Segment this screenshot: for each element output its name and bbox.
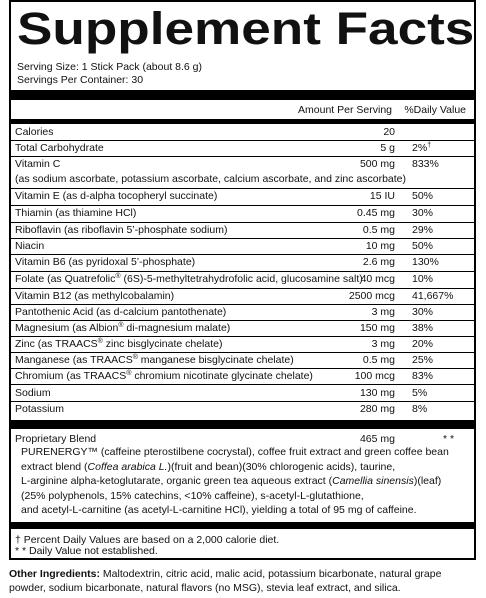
- nutrient-name: Total Carbohydrate: [15, 142, 104, 154]
- nutrient-amount: 10 mg: [365, 240, 395, 252]
- supplement-facts-panel: [9, 0, 476, 560]
- blend-line-2a: extract blend (: [21, 460, 88, 473]
- blend-line-3a: L-arginine alpha-ketoglutarate, organic green tea aqueous extract (: [21, 475, 333, 488]
- nutrient-amount: 3 mg: [371, 338, 395, 350]
- thick-divider-top: [11, 90, 474, 100]
- blend-line-5: and acetyl-L-carnitine (as acetyl-L-carnitine HCl), yielding a total of 95 mg of caffeine.: [21, 504, 417, 517]
- nutrient-daily-value: 2%†: [412, 142, 432, 154]
- nutrient-amount: 150 mg: [359, 322, 395, 334]
- blend-line-3b: )(leaf): [413, 475, 442, 488]
- blend-line-4: (25% polyphenols, 15% catechins, <10% caffeine), s-acetyl-L-glutathione,: [21, 489, 364, 502]
- footnote-dv: † Percent Daily Values are based on a 2,000 calorie diet.: [15, 534, 280, 546]
- nutrient-daily-value: 41,667%: [412, 290, 454, 302]
- nutrient-daily-value: 8%: [412, 403, 428, 415]
- nutrient-amount: 280 mg: [359, 403, 395, 415]
- nutrient-amount: 2500 mcg: [348, 290, 395, 302]
- nutrient-name: Vitamin B12 (as methylcobalamin): [15, 290, 175, 302]
- nutrient-name: Calories: [15, 126, 54, 138]
- nutrient-daily-value: 10%: [412, 273, 434, 285]
- blend-line-3-italic: Camellia sinensis: [332, 475, 414, 488]
- thick-divider-footer: [11, 522, 474, 529]
- row-divider: [11, 205, 474, 206]
- nutrient-daily-value: 29%: [412, 224, 434, 236]
- blend-description: [21, 445, 471, 518]
- row-divider: [11, 222, 474, 223]
- nutrient-name: Pantothenic Acid (as d-calcium pantothenate): [15, 306, 227, 318]
- row-divider: [11, 304, 474, 305]
- row-divider: [11, 254, 474, 255]
- thick-divider-blend: [11, 420, 474, 429]
- other-ingredients-text: Maltodextrin, citric acid, malic acid, potassium bicarbonate, natural grape powder, sodium bicarbonate, natural flavors (no MSG), stevia leaf extract, and silica.: [9, 568, 442, 594]
- nutrient-name: Potassium: [15, 403, 65, 415]
- nutrient-amount: 0.5 mg: [362, 224, 395, 236]
- nutrient-amount: 500 mg: [359, 158, 395, 170]
- nutrient-amount: 15 IU: [369, 190, 395, 202]
- nutrient-daily-value: 25%: [412, 354, 434, 366]
- nutrient-daily-value: 83%: [412, 370, 434, 382]
- nutrient-daily-value: 833%: [412, 158, 439, 170]
- nutrient-name: Vitamin C: [15, 158, 61, 170]
- nutrient-name: Sodium: [15, 387, 51, 399]
- row-divider: [11, 188, 474, 189]
- serving-size: Serving Size: 1 Stick Pack (about 8.6 g): [17, 61, 203, 73]
- row-divider: [11, 288, 474, 289]
- nutrient-name: Magnesium (as Albion® di-magnesium malate): [15, 322, 231, 334]
- nutrient-name: Chromium (as TRAACS® chromium nicotinate glycinate chelate): [15, 370, 313, 382]
- nutrient-daily-value: 38%: [412, 322, 434, 334]
- amount-per-serving-header: Amount Per Serving: [298, 104, 392, 116]
- nutrient-name: Vitamin E (as d-alpha tocopheryl succinate): [15, 190, 218, 202]
- nutrient-name: Folate (as Quatrefolic® (6S)-5-methyltetrahydrofolic acid, glucosamine salt): [15, 273, 363, 285]
- blend-line-2b: )(fruit and bean)(30% chlorogenic acids), taurine,: [167, 460, 396, 473]
- nutrient-daily-value: 30%: [412, 207, 434, 219]
- nutrient-amount: 100 mcg: [354, 370, 395, 382]
- row-divider: [11, 352, 474, 353]
- panel-title: Supplement Facts: [17, 3, 475, 54]
- servings-per-container: Servings Per Container: 30: [17, 74, 144, 86]
- divider-header: [11, 119, 474, 124]
- nutrient-amount: 0.5 mg: [362, 354, 395, 366]
- nutrient-name: Riboflavin (as riboflavin 5’-phosphate sodium): [15, 224, 228, 236]
- blend-line-2-italic: Coffea arabica L.: [87, 460, 168, 473]
- nutrient-name: Niacin: [15, 240, 45, 252]
- row-divider: [11, 238, 474, 239]
- blend-line-1: PURENERGY™ (caffeine pterostilbene cocrystal), coffee fruit extract and green coffee bean: [21, 446, 449, 458]
- daily-value-header: %Daily Value: [404, 104, 466, 116]
- nutrient-daily-value: 50%: [412, 240, 434, 252]
- nutrient-daily-value: 50%: [412, 190, 434, 202]
- row-divider: [11, 271, 474, 272]
- nutrient-daily-value: 30%: [412, 306, 434, 318]
- row-divider: [11, 401, 474, 402]
- nutrient-daily-value: 5%: [412, 387, 428, 399]
- nutrient-amount: 20: [383, 126, 395, 138]
- nutrient-amount: 130 mg: [359, 387, 395, 399]
- blend-name: Proprietary Blend: [15, 433, 97, 445]
- nutrient-name: Thiamin (as thiamine HCl): [15, 207, 137, 219]
- vitamin-c-source: (as sodium ascorbate, potassium ascorbate, calcium ascorbate, and zinc ascorbate): [15, 173, 407, 185]
- nutrient-amount: 2.6 mg: [362, 256, 395, 268]
- nutrient-name: Zinc (as TRAACS® zinc bisglycinate chelate): [15, 338, 223, 350]
- nutrient-daily-value: 20%: [412, 338, 434, 350]
- row-divider: [11, 320, 474, 321]
- other-ingredients-label: Other Ingredients:: [9, 568, 101, 580]
- nutrient-amount: 5 g: [380, 142, 395, 154]
- nutrient-amount: 40 mcg: [360, 273, 395, 285]
- nutrient-amount: 0.45 mg: [357, 207, 395, 219]
- row-divider: [11, 384, 474, 385]
- blend-amount: 465 mg: [359, 433, 395, 445]
- other-ingredients: [9, 567, 479, 595]
- blend-dv: * *: [443, 433, 455, 445]
- row-divider: [11, 368, 474, 369]
- footnote-not-established: * * Daily Value not established.: [15, 545, 158, 557]
- nutrient-name: Manganese (as TRAACS® manganese bisglycinate chelate): [15, 354, 294, 366]
- row-divider: [11, 140, 474, 141]
- row-divider: [11, 156, 474, 157]
- nutrient-name: Vitamin B6 (as pyridoxal 5’-phosphate): [15, 256, 196, 268]
- nutrient-amount: 3 mg: [371, 306, 395, 318]
- row-divider: [11, 336, 474, 337]
- nutrient-daily-value: 130%: [412, 256, 439, 268]
